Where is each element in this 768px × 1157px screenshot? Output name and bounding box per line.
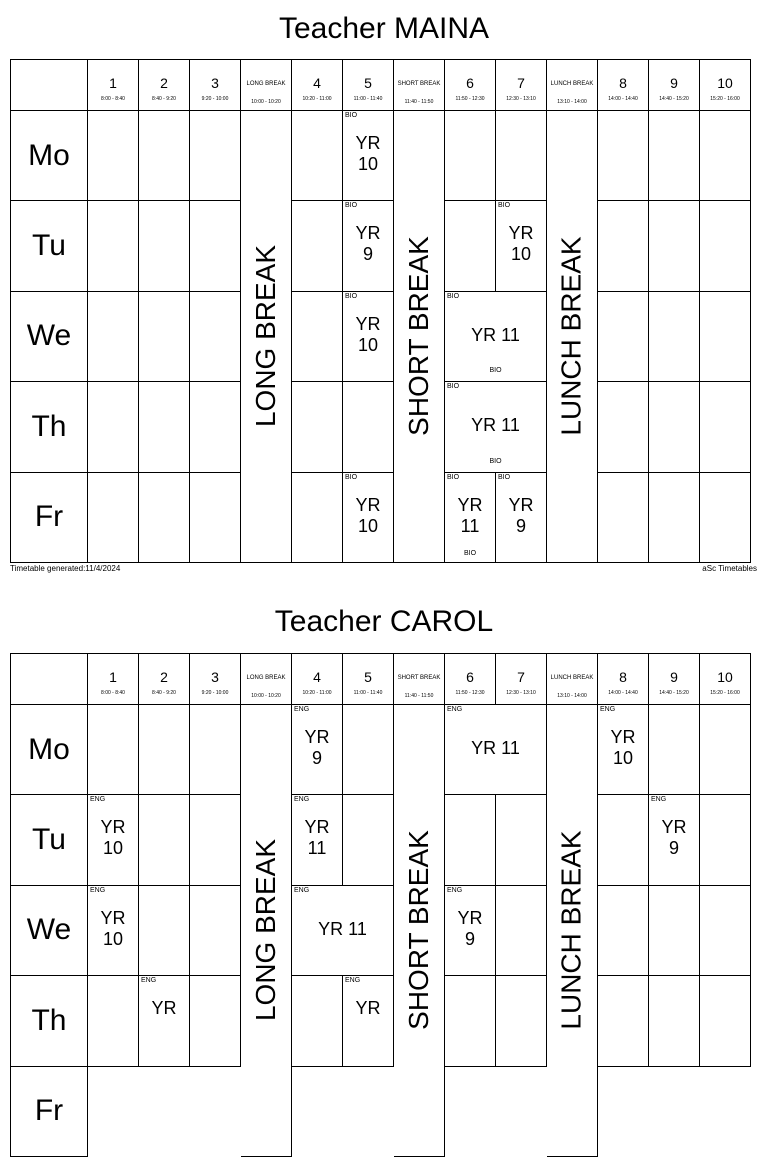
- empty-slot: [598, 473, 649, 563]
- class-label: YR 10: [355, 313, 381, 355]
- empty-slot: [190, 382, 241, 472]
- empty-slot: [598, 795, 649, 885]
- day-label: We: [11, 886, 88, 976]
- empty-slot: [292, 382, 343, 472]
- empty-slot: [190, 201, 241, 291]
- empty-slot: [649, 705, 700, 795]
- lesson-cell: [445, 382, 547, 472]
- empty-slot: [343, 382, 394, 472]
- period-header: 1 8:00 - 8:40: [88, 654, 139, 705]
- day-label: Th: [11, 976, 88, 1066]
- empty-slot: [343, 705, 394, 795]
- class-label: YR 10: [508, 223, 534, 265]
- lesson-cell: [445, 886, 496, 976]
- period-header: 2 8:40 - 9:20: [139, 60, 190, 111]
- empty-slot: [445, 795, 496, 885]
- subject-label: ENG: [447, 706, 463, 713]
- empty-slot: [649, 111, 700, 201]
- class-label: YR 10: [100, 817, 126, 859]
- lesson-cell: [88, 795, 139, 885]
- day-label: Fr: [11, 473, 88, 563]
- empty-slot: [139, 111, 190, 201]
- timetable-title: Teacher CAROL: [274, 605, 494, 638]
- empty-slot: [190, 473, 241, 563]
- empty-slot: [598, 201, 649, 291]
- lesson-cell: [445, 292, 547, 382]
- class-label: YR: [355, 998, 381, 1019]
- empty-slot: [598, 111, 649, 201]
- empty-slot: [190, 292, 241, 382]
- empty-slot: [88, 201, 139, 291]
- break-header: SHORT BREAK 11:40 - 11:50: [394, 654, 445, 705]
- subject-label: ENG: [90, 796, 106, 804]
- subject-label: BIO: [345, 292, 358, 300]
- empty-slot: [445, 976, 496, 1066]
- subject-label: ENG: [294, 706, 310, 713]
- class-label: YR: [151, 998, 177, 1019]
- empty-slot: [496, 111, 547, 201]
- corner-cell: [11, 60, 88, 111]
- empty-slot: [190, 795, 241, 885]
- empty-slot: [88, 976, 139, 1066]
- short-break-column: SHORT BREAK: [394, 705, 445, 1157]
- footer-brand: aSc Timetables: [702, 564, 757, 573]
- empty-slot: [139, 795, 190, 885]
- empty-slot: [700, 976, 751, 1066]
- empty-slot: [700, 886, 751, 976]
- class-label: YR 9: [304, 727, 330, 768]
- period-header: 4 10:20 - 11:00: [292, 654, 343, 705]
- day-label: We: [11, 292, 88, 382]
- subject-label: ENG: [90, 886, 106, 894]
- day-label: Mo: [11, 111, 88, 201]
- subject-label: ENG: [447, 886, 463, 894]
- lesson-cell: [649, 795, 700, 885]
- empty-slot: [292, 473, 343, 563]
- subject-label: ENG: [294, 886, 310, 894]
- class-label: YR 11: [304, 817, 330, 859]
- empty-slot: [139, 473, 190, 563]
- class-label: YR 11: [457, 494, 483, 536]
- day-label: Th: [11, 382, 88, 472]
- period-header: 10 15:20 - 16:00: [700, 60, 751, 111]
- empty-slot: [139, 886, 190, 976]
- empty-slot: [445, 201, 496, 291]
- subject-label: ENG: [651, 796, 667, 804]
- period-header: 7 12:30 - 13:10: [496, 654, 547, 705]
- lesson-cell: [292, 705, 343, 795]
- lesson-cell: [343, 201, 394, 291]
- subject-label: BIO: [498, 473, 511, 481]
- period-header: 7 12:30 - 13:10: [496, 60, 547, 111]
- period-header: 4 10:20 - 11:00: [292, 60, 343, 111]
- lesson-cell: [496, 473, 547, 563]
- day-label: Tu: [11, 201, 88, 291]
- period-header: 6 11:50 - 12:30: [445, 60, 496, 111]
- break-header: LUNCH BREAK 13:10 - 14:00: [547, 60, 598, 111]
- empty-slot: [649, 382, 700, 472]
- class-label: YR 9: [661, 817, 687, 859]
- empty-slot: [139, 382, 190, 472]
- lunch-break-column: LUNCH BREAK: [547, 705, 598, 1157]
- period-header: 10 15:20 - 16:00: [700, 654, 751, 705]
- subject-label: ENG: [141, 977, 157, 985]
- subject-label: BIO: [463, 549, 477, 557]
- class-label: YR 9: [457, 907, 483, 949]
- class-label: YR 10: [100, 907, 126, 949]
- empty-slot: [88, 382, 139, 472]
- period-header: 6 11:50 - 12:30: [445, 654, 496, 705]
- lesson-cell: [343, 473, 394, 563]
- subject-label: BIO: [447, 383, 460, 391]
- period-header: 5 11:00 - 11:40: [343, 654, 394, 705]
- timetable-grid: [10, 59, 751, 563]
- empty-slot: [700, 111, 751, 201]
- empty-slot: [88, 292, 139, 382]
- class-label: YR 11: [471, 738, 520, 758]
- empty-slot: [598, 382, 649, 472]
- subject-label: BIO: [489, 457, 502, 465]
- lesson-cell: [88, 886, 139, 976]
- period-header: 1 8:00 - 8:40: [88, 60, 139, 111]
- empty-slot: [88, 705, 139, 795]
- timetable-grid: [10, 653, 751, 1157]
- break-header: LONG BREAK 10:00 - 10:20: [241, 60, 292, 111]
- corner-cell: [11, 654, 88, 705]
- lesson-cell: [139, 976, 190, 1066]
- empty-slot: [496, 886, 547, 976]
- lesson-cell: [598, 705, 649, 795]
- empty-slot: [343, 795, 394, 885]
- empty-slot: [649, 473, 700, 563]
- empty-slot: [190, 705, 241, 795]
- subject-label: BIO: [447, 292, 460, 300]
- class-label: YR 9: [508, 494, 534, 536]
- empty-slot: [700, 795, 751, 885]
- long-break-column: LONG BREAK: [241, 111, 292, 563]
- empty-slot: [139, 292, 190, 382]
- footer-generated: Timetable generated:11/4/2024: [10, 564, 121, 573]
- empty-slot: [700, 473, 751, 563]
- empty-slot: [292, 292, 343, 382]
- class-label: YR 11: [471, 324, 520, 345]
- subject-label: BIO: [447, 473, 460, 481]
- lesson-cell: [292, 886, 394, 976]
- empty-slot: [496, 795, 547, 885]
- timetable-title: Teacher MAINA: [278, 12, 490, 45]
- long-break-column: LONG BREAK: [241, 705, 292, 1157]
- period-header: 2 8:40 - 9:20: [139, 654, 190, 705]
- day-label: Fr: [11, 1067, 88, 1157]
- empty-slot: [190, 976, 241, 1066]
- empty-slot: [88, 111, 139, 201]
- subject-label: BIO: [498, 202, 511, 210]
- empty-slot: [190, 886, 241, 976]
- subject-label: BIO: [489, 367, 502, 375]
- period-header: 3 9:20 - 10:00: [190, 60, 241, 111]
- empty-slot: [598, 886, 649, 976]
- empty-slot: [88, 473, 139, 563]
- subject-label: ENG: [345, 977, 361, 985]
- empty-slot: [700, 705, 751, 795]
- subject-label: ENG: [600, 706, 616, 713]
- subject-label: ENG: [294, 796, 310, 804]
- empty-slot: [496, 976, 547, 1066]
- day-label: Tu: [11, 795, 88, 885]
- period-header: 5 11:00 - 11:40: [343, 60, 394, 111]
- empty-slot: [649, 976, 700, 1066]
- lesson-cell: [445, 705, 547, 795]
- break-header: SHORT BREAK 11:40 - 11:50: [394, 60, 445, 111]
- empty-slot: [700, 292, 751, 382]
- empty-slot: [190, 111, 241, 201]
- empty-slot: [292, 201, 343, 291]
- break-header: LUNCH BREAK 13:10 - 14:00: [547, 654, 598, 705]
- class-label: YR 10: [610, 727, 636, 768]
- empty-slot: [598, 292, 649, 382]
- lesson-cell: [343, 111, 394, 201]
- lesson-cell: [292, 795, 343, 885]
- empty-slot: [649, 292, 700, 382]
- lesson-cell: [343, 292, 394, 382]
- period-header: 8 14:00 - 14:40: [598, 654, 649, 705]
- empty-slot: [292, 976, 343, 1066]
- break-header: LONG BREAK 10:00 - 10:20: [241, 654, 292, 705]
- subject-label: BIO: [345, 473, 358, 481]
- lesson-cell: [445, 473, 496, 563]
- short-break-column: SHORT BREAK: [394, 111, 445, 563]
- class-label: YR 11: [318, 918, 367, 939]
- empty-slot: [139, 705, 190, 795]
- class-label: YR 10: [355, 494, 381, 536]
- class-label: YR 10: [355, 133, 381, 174]
- period-header: 8 14:00 - 14:40: [598, 60, 649, 111]
- period-header: 3 9:20 - 10:00: [190, 654, 241, 705]
- lunch-break-column: LUNCH BREAK: [547, 111, 598, 563]
- empty-slot: [139, 201, 190, 291]
- empty-slot: [700, 382, 751, 472]
- empty-slot: [598, 976, 649, 1066]
- lesson-cell: [496, 201, 547, 291]
- subject-label: BIO: [345, 112, 358, 119]
- empty-slot: [649, 201, 700, 291]
- period-header: 9 14:40 - 15:20: [649, 60, 700, 111]
- lesson-cell: [343, 976, 394, 1066]
- class-label: YR 11: [471, 415, 520, 436]
- day-label: Mo: [11, 705, 88, 795]
- empty-slot: [700, 201, 751, 291]
- subject-label: BIO: [345, 202, 358, 210]
- class-label: YR 9: [355, 223, 381, 265]
- period-header: 9 14:40 - 15:20: [649, 654, 700, 705]
- empty-slot: [292, 111, 343, 201]
- empty-slot: [649, 886, 700, 976]
- empty-slot: [445, 111, 496, 201]
